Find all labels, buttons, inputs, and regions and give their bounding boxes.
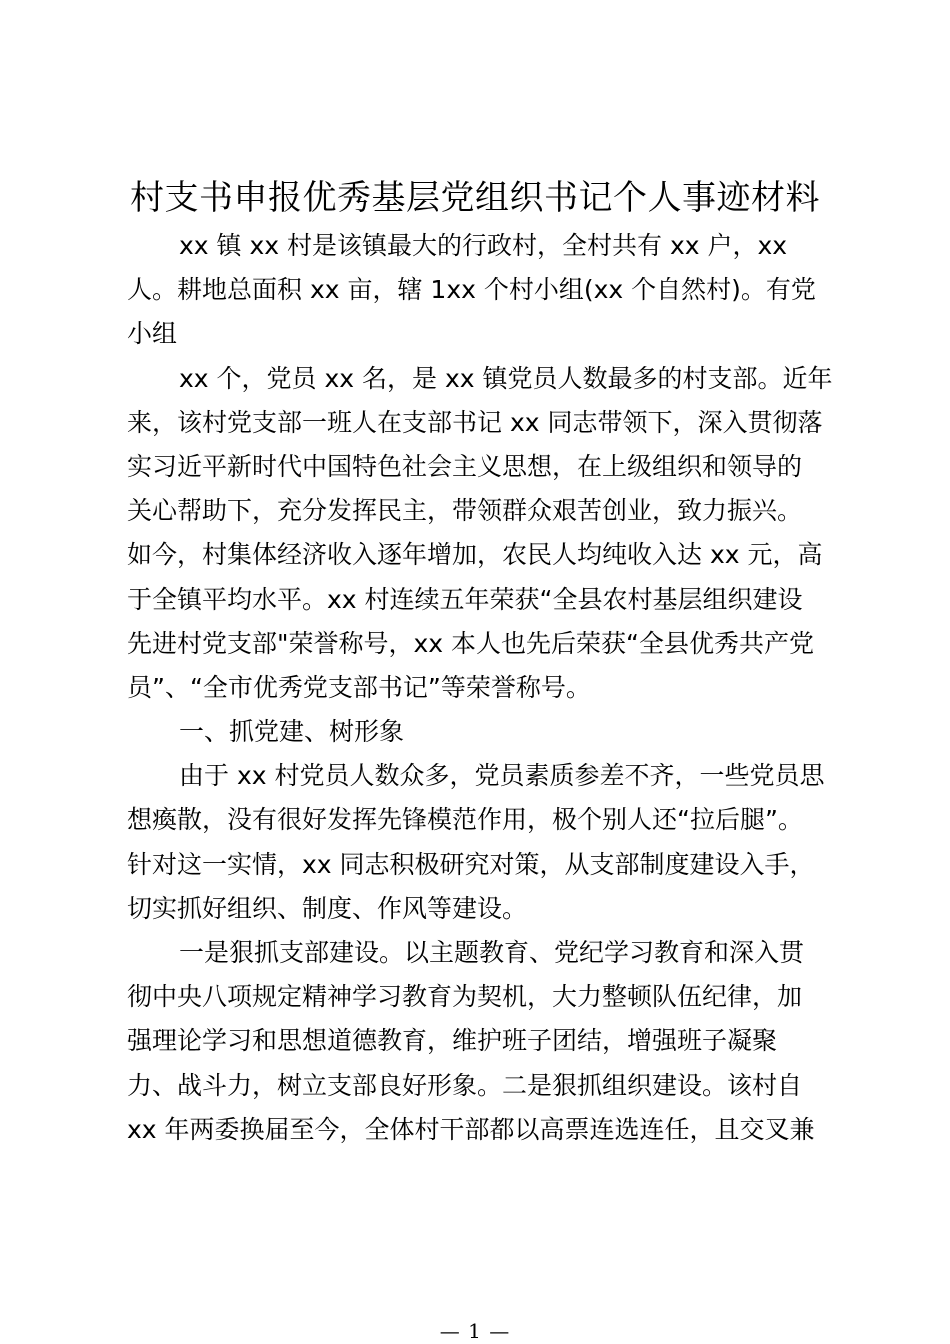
body-line: 力、战斗力，树立支部良好形象。二是狠抓组织建设。该村自 (127, 1070, 803, 1100)
body-line: 彻中央八项规定精神学习教育为契机，大力整顿队伍纪律，加 (127, 982, 803, 1012)
page-number: — 1 — (439, 1319, 511, 1343)
body-line: 小组 (127, 319, 178, 349)
document-title: 村支书申报优秀基层党组织书记个人事迹材料 (130, 178, 820, 218)
document-body (127, 224, 837, 1152)
body-line: xx 个，党员 xx 名，是 xx 镇党员人数最多的村支部。近年 (179, 363, 833, 393)
body-line: 关心帮助下，充分发挥民主，带领群众艰苦创业，致力振兴。 (127, 496, 803, 526)
section-heading: 一、抓党建、树形象 (179, 717, 405, 747)
body-line: 来，该村党支部一班人在支部书记 xx 同志带领下，深入贯彻落 (127, 407, 823, 437)
body-line: xx 镇 xx 村是该镇最大的行政村，全村共有 xx 户，xx (179, 231, 788, 260)
body-line: 人。耕地总面积 xx 亩，辖 1xx 个村小组(xx 个自然村)。有党 (127, 275, 816, 305)
body-line: 于全镇平均水平。xx 村连续五年荣获“全县农村基层组织建设 (127, 584, 803, 614)
body-line: 针对这一实情，xx 同志积极研究对策，从支部制度建设入手， (127, 849, 815, 879)
body-line: 由于 xx 村党员人数众多，党员素质参差不齐，一些党员思 (179, 761, 825, 791)
body-line: 如今，村集体经济收入逐年增加，农民人均纯收入达 xx 元，高 (127, 540, 823, 570)
body-line: 实习近平新时代中国特色社会主义思想，在上级组织和领导的 (127, 451, 803, 481)
body-line: 切实抓好组织、制度、作风等建设。 (127, 893, 528, 923)
body-line: 想瘓散，没有很好发挥先锋模范作用，极个别人还“拉后腿”。 (127, 805, 803, 835)
body-line: 员”、“全市优秀党支部书记”等荣誉称号。 (127, 672, 591, 702)
body-line: 强理论学习和思想道德教育，维护班子团结，增强班子凝聚 (127, 1026, 778, 1056)
body-line: 先进村党支部"荣誉称号，xx 本人也先后荣获“全县优秀共产党 (127, 628, 814, 658)
body-line: xx 年两委换届至今，全体村干部都以高票连选连任，且交叉兼 (127, 1114, 815, 1144)
body-line: 一是狠抓支部建设。以主题教育、党纪学习教育和深入贯 (179, 938, 805, 967)
